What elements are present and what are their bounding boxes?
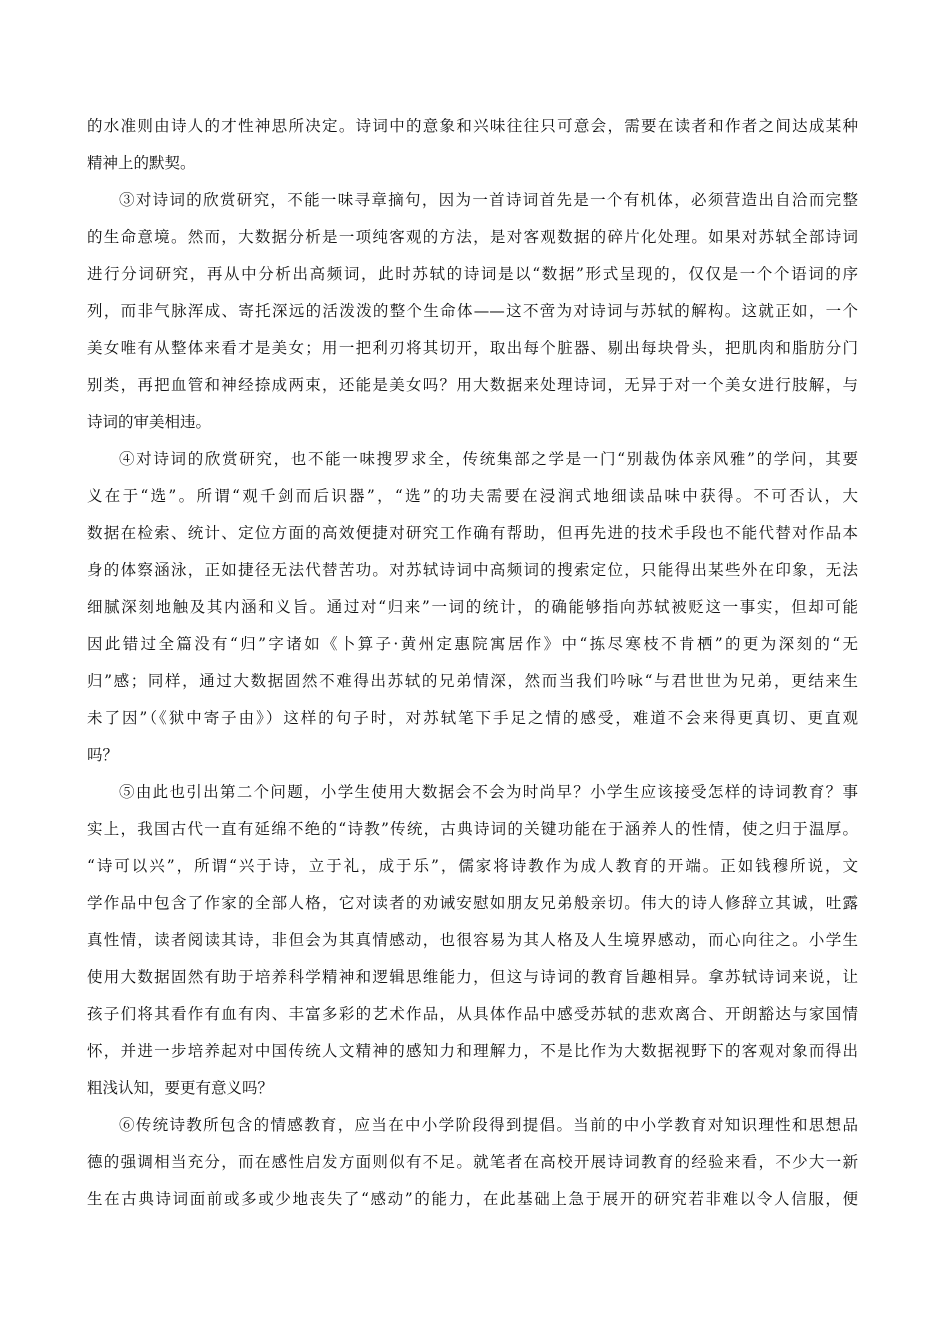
text-line: 数据在检索、统计、定位方面的高效便捷对研究工作确有帮助，但再先进的技术手段也不能代替对作品本 (87, 524, 858, 542)
text-line: 义在于“选”。所谓“观千剑而后识器”，“选”的功夫需要在浸润式地细读品味中获得。不可否认，大 (87, 487, 858, 505)
text-line: ④对诗词的欣赏研究，也不能一味搜罗求全，传统集部之学是一门“别裁伪体亲风雅”的学问，其要 (119, 450, 858, 468)
text-line: 进行分词研究，再从中分析出高频词，此时苏轼的诗词是以“数据”形式呈现的，仅仅是一个个语词的序 (87, 265, 858, 283)
text-line: 美女唯有从整体来看才是美女；用一把利刃将其切开，取出每个脏器、剔出每块骨头，把肌肉和脂肪分门 (87, 339, 858, 357)
text-line: 使用大数据固然有助于培养科学精神和逻辑思维能力，但这与诗词的教育旨趣相异。拿苏轼诗词来说，让 (87, 968, 858, 986)
paragraph (87, 441, 858, 774)
text-line: 生在古典诗词面前或多或少地丧失了“感动”的能力，在此基础上急于展开的研究若非难以令人信服，便 (87, 1190, 858, 1208)
text-line: 因此错过全篇没有“归”字诸如《卜算子·黄州定惠院寓居作》中“拣尽寒枝不肯栖”的更为深刻的“无 (87, 635, 858, 653)
text-line: 粗浅认知，要更有意义吗？ (87, 1079, 274, 1097)
text-line: 德的强调相当充分，而在感性启发方面则似有不足。就笔者在高校开展诗词教育的经验来看，不少大一新 (87, 1153, 858, 1171)
text-line: 列，而非气脉浑成、寄托深远的活泼泼的整个生命体——这不啻为对诗词与苏轼的解构。这就正如，一个 (87, 302, 858, 320)
text-line: 孩子们将其看作有血有肉、丰富多彩的艺术作品，从具体作品中感受苏轼的悲欢离合、开朗豁达与家国情 (87, 1005, 858, 1023)
text-line: 归”感；同样，通过大数据固然不难得出苏轼的兄弟情深，然而当我们吟咏“与君世世为兄弟，更结来生 (87, 672, 858, 690)
text-line: 的生命意境。然而，大数据分析是一项纯客观的方法，是对客观数据的碎片化处理。如果对苏轼全部诗词 (87, 228, 858, 246)
text-line: 细腻深刻地触及其内涵和义旨。通过对“归来”一词的统计，的确能够指向苏轼被贬这一事实，但却可能 (87, 598, 858, 616)
paragraph (87, 774, 858, 1107)
text-line: 学作品中包含了作家的全部人格，它对读者的劝诫安慰如朋友兄弟般亲切。伟大的诗人修辞立其诚，吐露 (87, 894, 858, 912)
paragraph (87, 1107, 858, 1218)
text-line: “诗可以兴”，所谓“兴于诗，立于礼，成于乐”，儒家将诗教作为成人教育的开端。正如钱穆所说，文 (87, 857, 858, 875)
paragraph (87, 182, 858, 441)
text-line: 身的体察涵泳，正如捷径无法代替苦功。对苏轼诗词中高频词的搜索定位，只能得出某些外在印象，无法 (87, 561, 858, 579)
text-line: ③对诗词的欣赏研究，不能一味寻章摘句，因为一首诗词首先是一个有机体，必须营造出自洽而完整 (119, 191, 858, 209)
paragraph (87, 108, 858, 182)
text-line: 的水准则由诗人的才性神思所决定。诗词中的意象和兴味往往只可意会，需要在读者和作者之间达成某种 (87, 117, 858, 135)
text-line: 实上，我国古代一直有延绵不绝的“诗教”传统，古典诗词的关键功能在于涵养人的性情，使之归于温厚。 (87, 820, 858, 838)
text-line: 精神上的默契。 (87, 154, 196, 172)
text-line: 未了因”（《狱中寄子由》）这样的句子时，对苏轼笔下手足之情的感受，难道不会来得更真切、更直观 (87, 709, 858, 727)
document-body (87, 108, 858, 1218)
text-line: ⑤由此也引出第二个问题，小学生使用大数据会不会为时尚早？小学生应该接受怎样的诗词教育？事 (119, 783, 858, 801)
text-line: ⑥传统诗教所包含的情感教育，应当在中小学阶段得到提倡。当前的中小学教育对知识理性和思想品 (119, 1116, 858, 1134)
text-line: 真性情，读者阅读其诗，非但会为其真情感动，也很容易为其人格及人生境界感动，而心向往之。小学生 (87, 931, 858, 949)
text-line: 怀，并进一步培养起对中国传统人文精神的感知力和理解力，不是比作为大数据视野下的客观对象而得出 (87, 1042, 858, 1060)
text-line: 吗？ (87, 746, 119, 764)
text-line: 诗词的审美相违。 (87, 413, 212, 431)
text-line: 别类，再把血管和神经捺成两束，还能是美女吗？用大数据来处理诗词，无异于对一个美女进行肢解，与 (87, 376, 858, 394)
